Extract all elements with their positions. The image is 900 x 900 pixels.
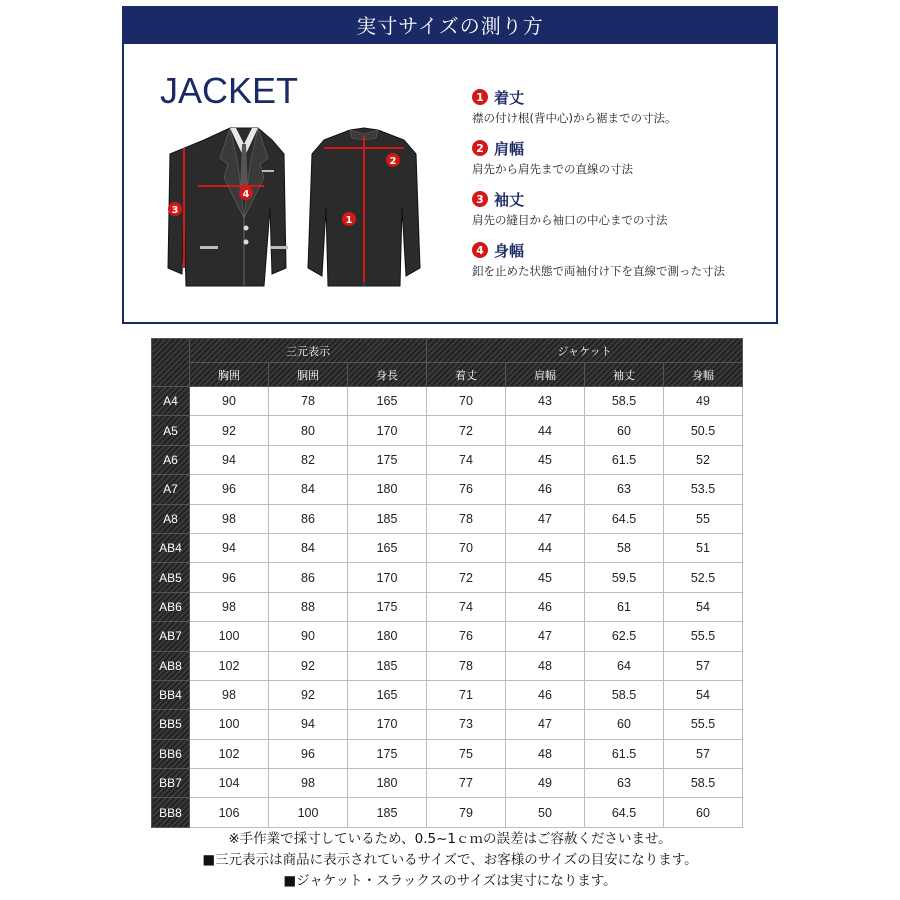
column-header: 袖丈 [585,363,664,387]
table-cell: 75 [427,739,506,768]
column-header: 胴囲 [269,363,348,387]
column-header: 身幅 [664,363,743,387]
table-cell: 78 [427,651,506,680]
table-cell: 84 [269,475,348,504]
legend-item-sleeve [472,188,772,239]
number-badge: 3 [472,191,488,207]
table-cell: 70 [427,387,506,416]
table-cell: 77 [427,769,506,798]
size-table [151,338,743,828]
guide-header: 実寸サイズの測り方 [124,8,776,44]
table-row [152,680,743,709]
legend-desc: 肩先から肩先までの直線の寸法 [472,162,633,176]
note-line: ■三元表示は商品に表示されているサイズで、お客様のサイズの目安になります。 [202,852,698,868]
table-cell: 165 [348,533,427,562]
table-cell: 185 [348,651,427,680]
table-cell: 88 [269,592,348,621]
table-cell: 48 [506,739,585,768]
table-cell: 86 [269,504,348,533]
svg-text:2: 2 [389,156,397,167]
table-cell: 59.5 [585,563,664,592]
table-cell: 46 [506,680,585,709]
legend-item-length [472,86,772,137]
table-cell: 43 [506,387,585,416]
size-label: BB8 [152,798,190,827]
table-cell: 84 [269,533,348,562]
jacket-diagram [164,118,444,298]
size-label: AB8 [152,651,190,680]
column-header: 着丈 [427,363,506,387]
table-cell: 98 [190,680,269,709]
table-cell: 60 [664,798,743,827]
table-cell: 104 [190,769,269,798]
table-cell: 57 [664,739,743,768]
table-cell: 100 [269,798,348,827]
table-cell: 78 [427,504,506,533]
table-cell: 86 [269,563,348,592]
legend-item-shoulder [472,137,772,188]
size-label: BB6 [152,739,190,768]
column-header: 肩幅 [506,363,585,387]
table-row [152,416,743,445]
legend-title: 肩幅 [494,139,525,158]
size-label: AB7 [152,622,190,651]
table-cell: 48 [506,651,585,680]
size-label: AB5 [152,563,190,592]
table-cell: 74 [427,445,506,474]
legend-title: 身幅 [494,241,525,260]
table-cell: 98 [269,769,348,798]
table-cell: 58.5 [585,387,664,416]
table-cell: 54 [664,592,743,621]
marker-4 [239,186,253,200]
table-cell: 185 [348,798,427,827]
jacket-label: JACKET [160,70,299,111]
note-line: ■ジャケット・スラックスのサイズは実寸になります。 [283,873,617,889]
table-cell: 73 [427,710,506,739]
table-row [152,769,743,798]
svg-text:3: 3 [171,205,179,216]
size-label: A6 [152,445,190,474]
marker-3 [168,202,182,216]
jacket-back-illustration [308,128,420,286]
table-cell: 82 [269,445,348,474]
table-cell: 63 [585,475,664,504]
size-label: A5 [152,416,190,445]
table-row [152,651,743,680]
size-label: AB4 [152,533,190,562]
legend-item-chest [472,239,772,290]
table-cell: 50 [506,798,585,827]
table-row [152,475,743,504]
measurement-guide [122,6,778,324]
table-cell: 53.5 [664,475,743,504]
table-cell: 180 [348,622,427,651]
table-cell: 74 [427,592,506,621]
group-header: ジャケット [427,339,743,363]
marker-1 [342,212,356,226]
table-cell: 52.5 [664,563,743,592]
table-cell: 79 [427,798,506,827]
table-cell: 102 [190,739,269,768]
table-row [152,445,743,474]
table-cell: 76 [427,622,506,651]
table-cell: 58.5 [585,680,664,709]
table-cell: 100 [190,710,269,739]
table-corner [152,339,190,387]
table-cell: 58.5 [664,769,743,798]
svg-text:4: 4 [242,189,250,200]
number-badge: 2 [472,140,488,156]
table-cell: 175 [348,739,427,768]
table-cell: 44 [506,416,585,445]
table-cell: 51 [664,533,743,562]
size-label: AB6 [152,592,190,621]
table-cell: 55 [664,504,743,533]
table-cell: 47 [506,504,585,533]
size-label: A8 [152,504,190,533]
size-label: A4 [152,387,190,416]
measurement-legend [472,86,772,290]
table-cell: 180 [348,475,427,504]
table-cell: 45 [506,563,585,592]
table-cell: 55.5 [664,622,743,651]
table-row [152,710,743,739]
table-cell: 94 [190,533,269,562]
number-badge: 1 [472,89,488,105]
table-cell: 60 [585,416,664,445]
table-cell: 106 [190,798,269,827]
table-cell: 49 [506,769,585,798]
table-row [152,533,743,562]
table-row [152,739,743,768]
table-cell: 100 [190,622,269,651]
table-cell: 47 [506,710,585,739]
table-cell: 54 [664,680,743,709]
table-cell: 94 [190,445,269,474]
group-header: 三元表示 [190,339,427,363]
table-cell: 61.5 [585,445,664,474]
table-cell: 72 [427,416,506,445]
table-cell: 60 [585,710,664,739]
size-label: BB7 [152,769,190,798]
table-cell: 94 [269,710,348,739]
table-cell: 170 [348,416,427,445]
table-cell: 90 [190,387,269,416]
table-cell: 70 [427,533,506,562]
table-row [152,592,743,621]
table-cell: 92 [190,416,269,445]
table-cell: 52 [664,445,743,474]
table-cell: 96 [190,475,269,504]
svg-text:1: 1 [345,215,353,226]
table-row [152,798,743,827]
table-cell: 102 [190,651,269,680]
table-cell: 61 [585,592,664,621]
table-cell: 47 [506,622,585,651]
table-cell: 58 [585,533,664,562]
marker-2 [386,153,400,167]
table-cell: 185 [348,504,427,533]
notes [0,829,900,892]
table-cell: 63 [585,769,664,798]
table-row [152,622,743,651]
legend-title: 袖丈 [494,190,525,209]
table-cell: 90 [269,622,348,651]
size-label: A7 [152,475,190,504]
table-cell: 175 [348,592,427,621]
table-cell: 96 [190,563,269,592]
table-cell: 165 [348,680,427,709]
table-cell: 98 [190,504,269,533]
table-row [152,504,743,533]
table-cell: 78 [269,387,348,416]
table-row [152,387,743,416]
table-cell: 46 [506,475,585,504]
table-cell: 98 [190,592,269,621]
number-badge: 4 [472,242,488,258]
table-cell: 92 [269,680,348,709]
table-cell: 80 [269,416,348,445]
table-cell: 61.5 [585,739,664,768]
table-cell: 62.5 [585,622,664,651]
table-cell: 64.5 [585,798,664,827]
size-label: BB5 [152,710,190,739]
table-cell: 64.5 [585,504,664,533]
table-row [152,563,743,592]
column-header: 身長 [348,363,427,387]
table-cell: 55.5 [664,710,743,739]
table-cell: 92 [269,651,348,680]
legend-desc: 釦を止めた状態で両袖付け下を直線で測った寸法 [472,264,725,278]
jacket-front-illustration [168,128,288,286]
table-cell: 45 [506,445,585,474]
table-cell: 49 [664,387,743,416]
column-header: 胸囲 [190,363,269,387]
size-label: BB4 [152,680,190,709]
table-cell: 50.5 [664,416,743,445]
table-cell: 64 [585,651,664,680]
table-cell: 44 [506,533,585,562]
table-cell: 72 [427,563,506,592]
table-cell: 180 [348,769,427,798]
table-cell: 71 [427,680,506,709]
legend-desc: 襟の付け根(背中心)から裾までの寸法。 [472,111,677,125]
table-cell: 170 [348,563,427,592]
note-line: ※手作業で採寸しているため、0.5~1ｃｍの誤差はご容赦くださいませ。 [228,831,672,847]
table-cell: 175 [348,445,427,474]
legend-desc: 肩先の縫目から袖口の中心までの寸法 [472,213,668,227]
table-cell: 170 [348,710,427,739]
table-cell: 76 [427,475,506,504]
table-cell: 57 [664,651,743,680]
table-cell: 96 [269,739,348,768]
table-cell: 46 [506,592,585,621]
table-cell: 165 [348,387,427,416]
legend-title: 着丈 [494,88,525,107]
